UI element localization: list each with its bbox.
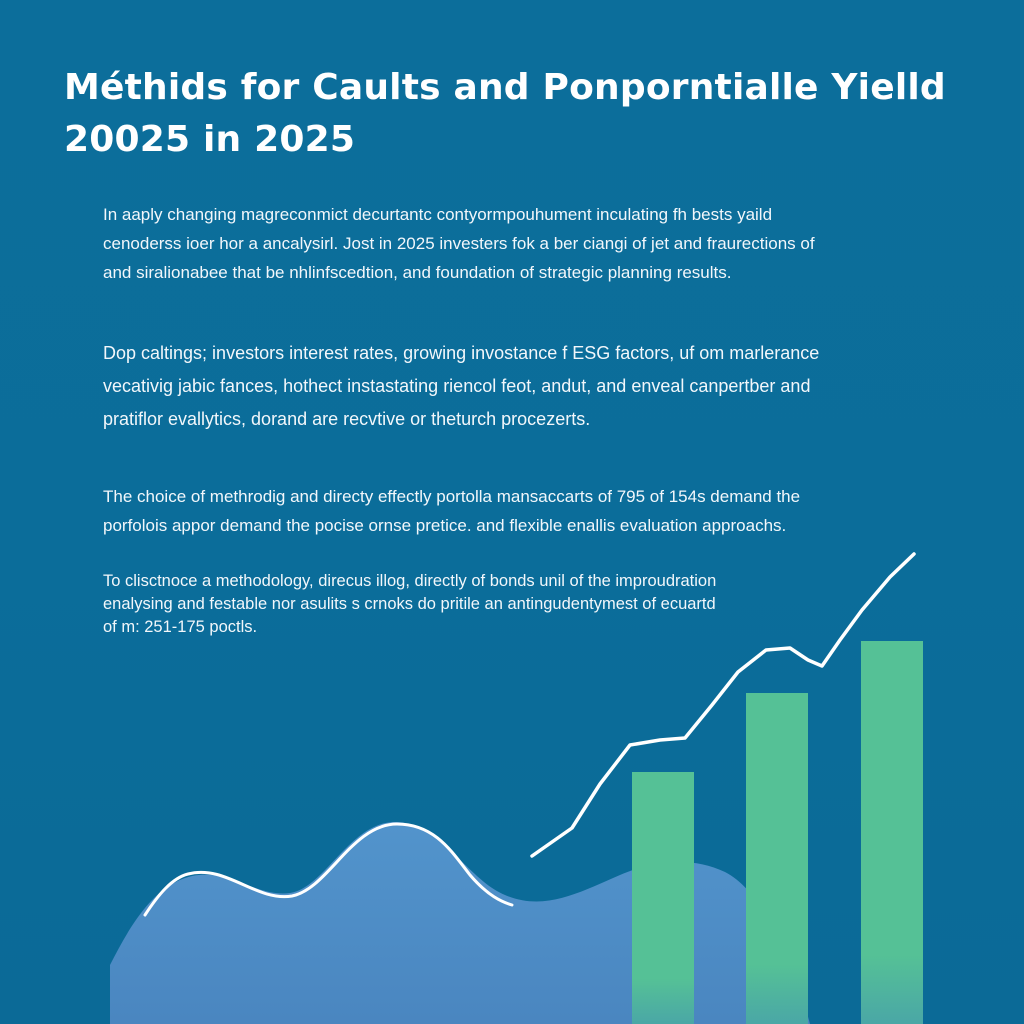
title-line-1: Méthids for Caults and Ponporntialle Yielld — [64, 67, 946, 108]
title-line-2: 20025 in 2025 — [64, 119, 356, 160]
paragraph-line: enalysing and festable nor asulits s crnoks do pritile an antingudentymest of ecuartd — [103, 595, 716, 613]
wave-area — [110, 822, 810, 1024]
bar-3 — [861, 641, 923, 1024]
bar-1 — [632, 772, 694, 1024]
paragraph-line: of m: 251-175 poctls. — [103, 618, 258, 636]
paragraph-line: Dop caltings; investors interest rates, growing invostance f ESG factors, uf om marlerance — [103, 343, 820, 363]
paragraph-line: To clisctnoce a methodology, direcus illog, directly of bonds unil of the improudration — [103, 572, 717, 590]
paragraph-line: and siralionabee that be nhlinfscedtion, and foundation of strategic planning results. — [103, 263, 732, 282]
bar-2 — [746, 693, 808, 1024]
paragraph-line: vecativig jabic fances, hothect instastating riencol feot, andut, and enveal canpertber and — [103, 376, 811, 396]
trend-line — [532, 554, 914, 856]
paragraph-line: cenoderss ioer hor a ancalysirl. Jost in 2025 investers fok a ber ciangi of jet and fraurections of — [103, 234, 815, 253]
paragraph-line: In aaply changing magreconmict decurtantc contyormpouhument inculating fh bests yaild — [103, 205, 773, 224]
paragraph-line: porfolois appor demand the pocise ornse pretice. and flexible enallis evaluation approachs. — [103, 516, 787, 535]
paragraph-line: pratiflor evallytics, dorand are recvtive or theturch procezerts. — [103, 409, 591, 429]
paragraph-line: The choice of methrodig and directy effectly portolla mansaccarts of 795 of 154s demand the — [103, 487, 801, 506]
